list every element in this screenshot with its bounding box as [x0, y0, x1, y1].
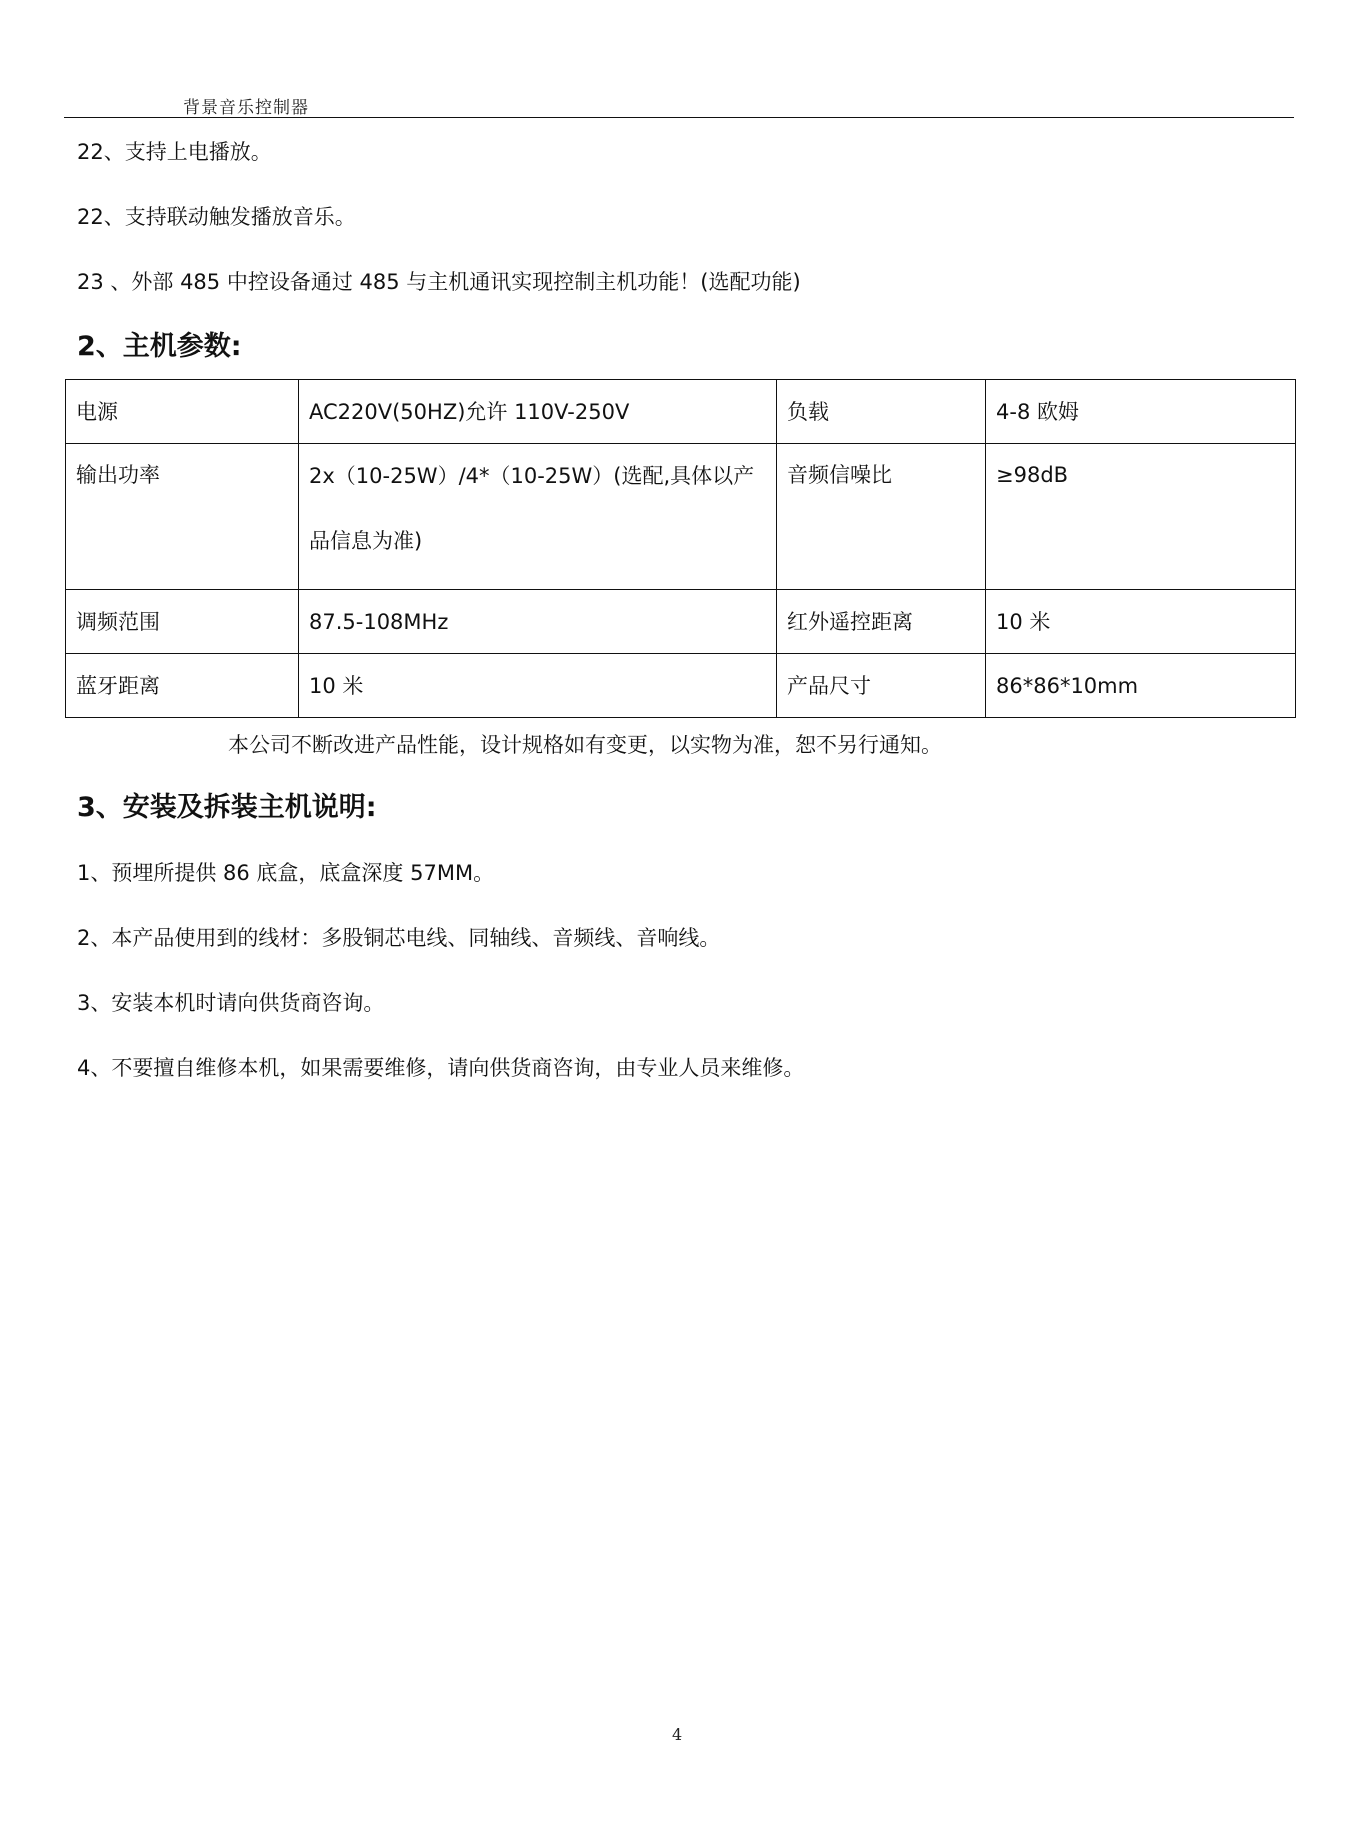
- table-row: [66, 590, 1296, 654]
- param-label-load: 负载: [777, 380, 986, 444]
- param-value-snr: ≥98dB: [986, 444, 1296, 590]
- param-label-ir-distance: 红外遥控距离: [777, 590, 986, 654]
- param-label-size: 产品尺寸: [777, 654, 986, 718]
- param-value-power: AC220V(50HZ)允许 110V-250V: [299, 380, 777, 444]
- header-divider: [64, 117, 1294, 118]
- param-value-ir-distance: 10 米: [986, 590, 1296, 654]
- header-title: 背景音乐控制器: [183, 98, 309, 118]
- feature-item: 22、支持上电播放。: [77, 140, 272, 164]
- install-item: 4、不要擅自维修本机，如果需要维修，请向供货商咨询，由专业人员来维修。: [77, 1056, 805, 1080]
- feature-item: 22、支持联动触发播放音乐。: [77, 205, 356, 229]
- params-heading: 2、主机参数:: [77, 331, 242, 362]
- install-item: 1、预埋所提供 86 底盒，底盒深度 57MM。: [77, 861, 495, 885]
- table-row: [66, 444, 1296, 590]
- page-number: 4: [672, 1725, 683, 1744]
- param-label-fm-range: 调频范围: [66, 590, 299, 654]
- param-label-bluetooth-distance: 蓝牙距离: [66, 654, 299, 718]
- spec-change-notice: 本公司不断改进产品性能，设计规格如有变更，以实物为准，恕不另行通知。: [228, 733, 942, 757]
- param-value-fm-range: 87.5-108MHz: [299, 590, 777, 654]
- param-value-output-power: 2x（10-25W）/4*（10-25W）(选配,具体以产品信息为准): [299, 444, 777, 590]
- param-value-load: 4-8 欧姆: [986, 380, 1296, 444]
- install-item: 3、安装本机时请向供货商咨询。: [77, 991, 385, 1015]
- param-value-size: 86*86*10mm: [986, 654, 1296, 718]
- table-row: [66, 654, 1296, 718]
- param-label-snr: 音频信噪比: [777, 444, 986, 590]
- feature-item: 23 、外部 485 中控设备通过 485 与主机通讯实现控制主机功能！(选配功能): [77, 270, 801, 294]
- table-row: [66, 380, 1296, 444]
- param-value-bluetooth-distance: 10 米: [299, 654, 777, 718]
- params-table: [65, 379, 1296, 718]
- param-label-output-power: 输出功率: [66, 444, 299, 590]
- install-item: 2、本产品使用到的线材：多股铜芯电线、同轴线、音频线、音响线。: [77, 926, 721, 950]
- install-heading: 3、安装及拆装主机说明:: [77, 792, 377, 823]
- param-label-power: 电源: [66, 380, 299, 444]
